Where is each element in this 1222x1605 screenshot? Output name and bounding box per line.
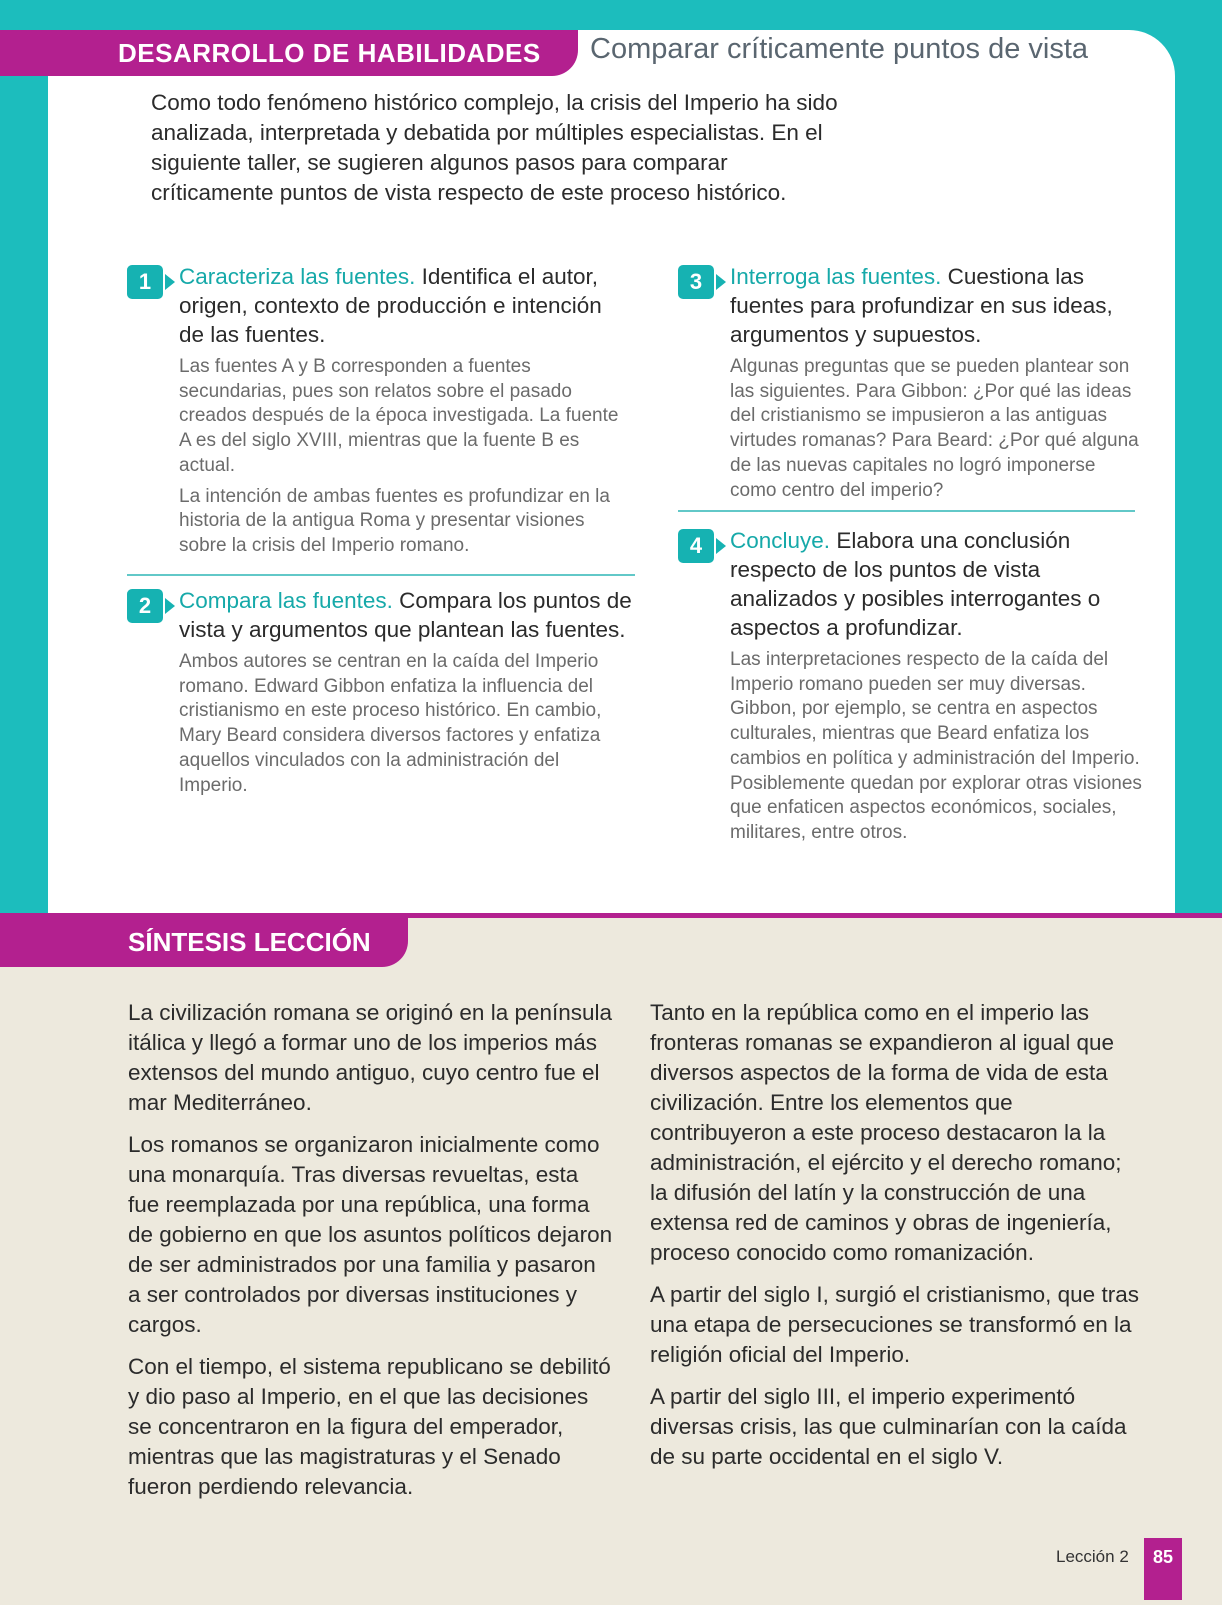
step-body [730,648,1143,846]
step-number-badge: 4 [678,529,714,563]
step-title: Concluye. [730,528,831,553]
step-body [179,650,632,798]
arrow-icon [165,598,175,614]
lesson-label: Lección 2 [1056,1547,1129,1566]
arrow-icon [165,274,175,290]
step-heading [730,526,1143,642]
synthesis-paragraph: A partir del siglo III, el imperio experimentó diversas crisis, las que culminarían con la caída de su parte occidental en el siglo V. [650,1384,1127,1469]
section-header-tab [0,30,578,76]
step-paragraph: Las interpretaciones respecto de la caída del Imperio romano pueden ser muy diversas. Gibbon, por ejemplo, se centra en aspectos culturales, mientras que Beard enfatiza los cambios en política y administración del Imperio. Posiblemente quedan por explorar otras visiones que enfaticen aspectos económicos, sociales, militares, entre otros. [730,649,1142,843]
step-heading [730,262,1143,349]
page-number: 85 [1144,1538,1182,1600]
step-title: Compara las fuentes. [179,588,393,613]
synthesis-title: SÍNTESIS LECCIÓN [128,927,371,957]
arrow-icon [716,538,726,554]
synthesis-paragraph: La civilización romana se originó en la península itálica y llegó a formar uno de los imperios más extensos del mundo antiguo, cuyo centro fue el mar Mediterráneo. [128,1000,613,1115]
synthesis-left-column [128,998,613,1514]
step-instruction: Cuestiona las fuentes para profundizar en sus ideas, argumentos y supuestos. [730,264,1113,347]
step-paragraph: La intención de ambas fuentes es profundizar en la historia de la antigua Roma y presentar visiones sobre la crisis del Imperio romano. [179,485,610,556]
section-title: DESARROLLO DE HABILIDADES [118,37,541,68]
step-paragraph: Ambos autores se centran en la caída del Imperio romano. Edward Gibbon enfatiza la influencia del cristianismo en este proceso histórico. En cambio, Mary Beard considera diversos factores y enfatiza aquellos vinculados con la administración del Imperio. [179,651,602,796]
step-2 [127,586,632,804]
step-divider [127,574,635,576]
step-instruction: Identifica el autor, origen, contexto de producción e intención de las fuentes. [179,264,602,347]
synthesis-paragraph: Los romanos se organizaron inicialmente como una monarquía. Tras diversas revueltas, esta fue reemplazada por una república, una forma de gobierno en que los asuntos políticos dejaron de ser administrados por una familia y pasaron a ser controlados por diversas instituciones y cargos. [128,1132,613,1337]
step-4 [678,526,1143,852]
step-number-badge: 3 [678,265,714,299]
step-heading [179,262,632,349]
step-title: Caracteriza las fuentes. [179,264,416,289]
skill-title: Comparar críticamente puntos de vista [590,33,1089,65]
synthesis-paragraph: Con el tiempo, el sistema republicano se debilitó y dio paso al Imperio, en el que las decisiones se concentraron en la figura del emperador, mientras que las magistraturas y el Senado fueron perdiendo relevancia. [128,1354,611,1499]
step-heading [179,586,632,644]
step-body [179,355,632,559]
step-3 [678,262,1143,509]
step-paragraph: Algunas preguntas que se pueden plantear son las siguientes. Para Gibbon: ¿Por qué las ideas del cristianismo se impusieron a las antiguas virtudes romanas? Para Beard: ¿Por qué alguna de las nuevas capitales no logró imponerse como centro del imperio? [730,356,1139,501]
step-paragraph: Las fuentes A y B corresponden a fuentes secundarias, pues son relatos sobre el pasado creados después de la época investigada. La fuente A es del siglo XVIII, mientras que la fuente B es actual. [179,356,619,476]
synthesis-header-tab [0,918,408,967]
synthesis-paragraph: Tanto en la república como en el imperio las fronteras romanas se expandieron al igual que diversos aspectos de la forma de vida de esta civilización. Entre los elementos que contribuyeron a este proceso destacaron la la administración, el ejército y el derecho romano; la difusión del latín y la construcción de una extensa red de caminos y obras de ingeniería, proceso conocido como romanización. [650,1000,1122,1265]
step-number-badge: 1 [127,265,163,299]
step-instruction: Compara los puntos de vista y argumentos que plantean las fuentes. [179,588,632,642]
intro-paragraph: Como todo fenómeno histórico complejo, la crisis del Imperio ha sido analizada, interpretada y debatida por múltiples especialistas. En el siguiente taller, se sugieren algunos pasos para comparar críticamente puntos de vista respecto de este proceso histórico. [151,90,838,205]
step-body [730,355,1143,503]
step-1 [127,262,632,565]
synthesis-paragraph: A partir del siglo I, surgió el cristianismo, que tras una etapa de persecuciones se transformó en la religión oficial del Imperio. [650,1282,1139,1367]
step-instruction: Elabora una conclusión respecto de los puntos de vista analizados y posibles interrogantes o aspectos a profundizar. [730,528,1101,640]
arrow-icon [716,274,726,290]
synthesis-right-column [650,998,1140,1484]
step-divider [678,510,1135,512]
step-title: Interroga las fuentes. [730,264,942,289]
step-number-badge: 2 [127,589,163,623]
